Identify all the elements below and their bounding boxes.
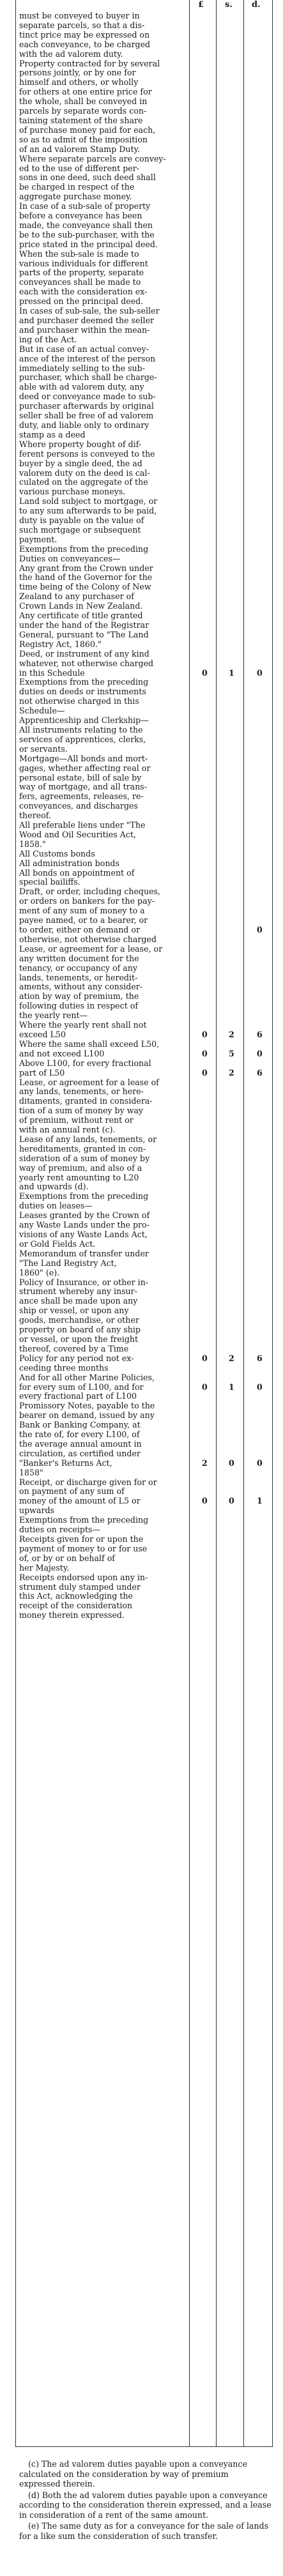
schedule-line: or vessel, or upon the freight <box>19 1334 139 1344</box>
pounds-column-header: £ <box>198 0 204 10</box>
schedule-line: personal estate, bill of sale by <box>19 772 142 782</box>
schedule-line: circulation, as certified under <box>19 1448 141 1458</box>
text-column-rule <box>189 0 190 2446</box>
duty-amount-s: 5 <box>229 1049 234 1059</box>
schedule-line: and not exceed L100 <box>19 1048 105 1058</box>
schedule-line: Where property bought of dif- <box>19 439 142 449</box>
schedule-line: duties on deeds or instruments <box>19 687 146 697</box>
schedule-line: her Majesty. <box>19 1562 70 1573</box>
schedule-line: the yearly rent— <box>19 1010 88 1021</box>
schedule-line: duties on receipts— <box>19 1525 101 1535</box>
schedule-line: strument duly stamped under <box>19 1581 141 1592</box>
schedule-line: and purchaser deemed the seller <box>19 316 154 325</box>
schedule-line: special bailiffs. <box>19 877 80 887</box>
schedule-line: ferent persons is conveyed to the <box>19 448 155 459</box>
schedule-line: tenancy, or occupancy of any <box>19 963 137 973</box>
schedule-line: such mortgage or subsequent <box>19 524 141 535</box>
schedule-line: goods, merchandise, or other <box>19 1315 139 1325</box>
schedule-line: aggregate purchase money. <box>19 192 132 202</box>
schedule-line: before a conveyance has been <box>19 211 142 221</box>
duty-amount-s: 2 <box>229 1353 234 1363</box>
schedule-line: Duties on conveyances— <box>19 553 121 563</box>
schedule-line: Exemptions from the preceding <box>19 1191 149 1201</box>
schedule-line: Lease of any lands, tenements, or <box>19 1134 157 1144</box>
schedule-line: made, the conveyance shall then <box>19 220 153 230</box>
duty-amount-d: 6 <box>257 1030 263 1040</box>
schedule-line: the hand of the Governor for the <box>19 572 153 583</box>
schedule-line: each conveyance, to be charged <box>19 39 151 49</box>
schedule-line: able with ad valorem duty, any <box>19 382 144 392</box>
schedule-line: payment. <box>19 534 57 544</box>
schedule-line: upwards <box>19 1505 55 1516</box>
schedule-line: with an annual rent (c). <box>19 1125 116 1135</box>
duty-amount-s: 2 <box>229 1030 234 1040</box>
schedule-line: Schedule— <box>19 706 65 716</box>
duty-amount-d: 0 <box>257 1458 263 1468</box>
schedule-line: ance shall be made upon any <box>19 1296 138 1306</box>
schedule-line: must be conveyed to buyer in <box>19 11 140 20</box>
schedule-line: Zealand to any purchaser of <box>19 591 134 602</box>
schedule-line: various purchase moneys. <box>19 487 126 497</box>
schedule-line: services of apprentices, clerks, <box>19 734 146 744</box>
schedule-line: fers, agreements, releases, re- <box>19 791 144 802</box>
schedule-line: each with the consideration ex- <box>19 287 148 297</box>
schedule-line: duty is payable on the value of <box>19 515 144 526</box>
schedule-line: Where separate parcels are convey- <box>19 153 166 164</box>
schedule-line: Above L100, for every fractional <box>19 1058 151 1068</box>
duty-amount-s: 0 <box>229 1458 234 1468</box>
schedule-line: All administration bonds <box>19 858 119 868</box>
duty-amount-s: 1 <box>229 1382 234 1392</box>
duty-amount-d: 0 <box>257 1382 263 1392</box>
shillings-column-header: s. <box>225 0 233 10</box>
schedule-line: purchaser, which shall be charge- <box>19 372 157 383</box>
duty-amount-l: 0 <box>202 668 208 678</box>
schedule-line: Exemptions from the preceding <box>19 677 149 687</box>
schedule-line: pressed on the principal deed. <box>19 296 144 307</box>
schedule-line: of purchase money paid for each, <box>19 125 156 135</box>
schedule-line: parts of the property, separate <box>19 268 144 278</box>
schedule-line: Registry Act, 1860." <box>19 639 102 649</box>
duty-amount-s: 1 <box>229 668 234 678</box>
schedule-line: bearer on demand, issued by any <box>19 1410 155 1421</box>
schedule-line: not otherwise charged in this <box>19 696 139 706</box>
duty-amount-l: 0 <box>202 1049 208 1059</box>
schedule-line: property on board of any ship <box>19 1325 141 1335</box>
schedule-line: Exemptions from the preceding <box>19 1515 149 1525</box>
schedule-line: "The Land Registry Act, <box>19 1258 117 1268</box>
schedule-line: various individuals for different <box>19 258 148 268</box>
schedule-line: Lease, or agreement for a lease, or <box>19 943 163 954</box>
schedule-line: seller shall be free of ad valorem <box>19 411 154 421</box>
schedule-line: parcels by separate words con- <box>19 106 147 116</box>
duty-amount-s: 0 <box>229 1496 234 1506</box>
schedule-line: every fractional part of L100 <box>19 1391 137 1401</box>
schedule-line: way of premium, and also of a <box>19 1162 142 1173</box>
schedule-line: stamp as a deed <box>19 429 86 439</box>
schedule-line: otherwise, not otherwise charged <box>19 934 157 944</box>
schedule-line: "Banker's Returns Act, <box>19 1458 112 1468</box>
schedule-line: deed or conveyance made to sub- <box>19 392 156 402</box>
schedule-line: this Act, acknowledging the <box>19 1591 133 1601</box>
schedule-line: Policy of Insurance, or other in- <box>19 1277 149 1287</box>
schedule-line: tinct price may be expressed on <box>19 29 150 40</box>
schedule-line: Draft, or order, including cheques, <box>19 887 161 897</box>
schedule-line: purchaser afterwards by original <box>19 401 154 411</box>
schedule-line: All instruments relating to the <box>19 724 143 735</box>
schedule-line: Property contracted for by several <box>19 58 160 68</box>
duty-amount-l: 2 <box>202 1458 208 1468</box>
schedule-line: Where the yearly rent shall not <box>19 1020 147 1030</box>
schedule-line: ditaments, granted in considera- <box>19 1096 153 1106</box>
schedule-line: or Gold Fields Act. <box>19 1238 96 1249</box>
schedule-line: ceeding three months <box>19 1362 109 1373</box>
schedule-line: money of the amount of L5 or <box>19 1496 141 1506</box>
duty-amount-d: 6 <box>257 1353 263 1363</box>
schedule-line: In case of a sub-sale of property <box>19 201 151 211</box>
schedule-line: Wood and Oil Securities Act, <box>19 829 136 839</box>
schedule-line: in this Schedule <box>19 667 85 678</box>
duty-amount-l: 0 <box>202 1353 208 1363</box>
schedule-line: and upwards (d). <box>19 1182 89 1192</box>
schedule-line: for every sum of L100, and for <box>19 1382 144 1392</box>
duty-amount-d: 6 <box>257 1067 263 1078</box>
schedule-line: tion of a sum of money by way <box>19 1106 144 1116</box>
schedule-line: valorem duty on the deed is cal- <box>19 468 150 478</box>
schedule-line: thereof, covered by a Time <box>19 1343 129 1353</box>
schedule-line: hereditaments, granted in con- <box>19 1143 146 1154</box>
schedule-line: Receipts given for or upon the <box>19 1534 144 1544</box>
schedule-line: ed to the use of different per- <box>19 163 139 173</box>
schedule-line: time being of the Colony of New <box>19 582 151 592</box>
schedule-line: payment of money to or for use <box>19 1543 148 1553</box>
schedule-line: Bank or Banking Company, at <box>19 1420 141 1430</box>
schedule-line: Any grant from the Crown under <box>19 563 153 573</box>
schedule-line: the average annual amount in <box>19 1438 142 1449</box>
schedule-line: buyer by a single deed, the ad <box>19 458 142 468</box>
schedule-line: taining statement of the share <box>19 115 143 125</box>
schedule-line: himself and others, or wholly <box>19 77 139 88</box>
schedule-line: In cases of sub-sale, the sub-seller <box>19 306 160 316</box>
schedule-line: aments, without any consider- <box>19 982 143 992</box>
schedule-line: sons in one deed, such deed shall <box>19 172 156 183</box>
schedule-line: ance of the interest of the person <box>19 353 156 363</box>
schedule-line: any written document for the <box>19 953 139 963</box>
schedule-line: of premium, without rent or <box>19 1115 134 1125</box>
schedule-line: Policy for any period not ex- <box>19 1353 134 1363</box>
schedule-line: duties on leases— <box>19 1201 93 1211</box>
schedule-line: Memorandum of transfer under <box>19 1248 149 1258</box>
schedule-line: ing of the Act. <box>19 334 77 344</box>
duty-amount-d: 0 <box>257 925 263 935</box>
schedule-line: Deed, or instrument of any kind <box>19 648 149 659</box>
schedule-line: part of L50 <box>19 1067 65 1078</box>
schedule-line: persons jointly, or by one for <box>19 68 136 78</box>
schedule-line: receipt of the consideration <box>19 1601 133 1611</box>
right-margin-rule <box>272 0 273 2446</box>
schedule-line: Leases granted by the Crown of <box>19 1210 150 1221</box>
schedule-line: whatever, not otherwise charged <box>19 658 154 668</box>
schedule-text-column <box>19 11 187 1620</box>
duty-amount-l: 0 <box>202 1496 208 1506</box>
schedule-line: or orders on bankers for the pay- <box>19 896 155 906</box>
table-bottom-rule <box>15 2446 273 2447</box>
schedule-line: And for all other Marine Policies, <box>19 1372 155 1382</box>
schedule-line: 1860" (e). <box>19 1267 60 1277</box>
schedule-line: Lease, or agreement for a lease of <box>19 1077 159 1087</box>
schedule-line: the whole, shall be conveyed in <box>19 96 148 107</box>
schedule-line: to any sum afterwards to be paid, <box>19 506 157 516</box>
schedule-line: ation by way of premium, the <box>19 991 139 1002</box>
schedule-line: with the ad valorem duty. <box>19 49 123 59</box>
duty-amount-l: 0 <box>202 1030 208 1040</box>
schedule-line: duty, and liable only to ordinary <box>19 420 149 430</box>
schedule-line: be charged in respect of the <box>19 182 135 192</box>
schedule-line: 1858" <box>19 1467 43 1477</box>
schedule-line: Land sold subject to mortgage, or <box>19 496 158 507</box>
schedule-line: All bonds on appointment of <box>19 867 135 878</box>
schedule-line: on payment of any sum of <box>19 1486 125 1497</box>
schedule-line: 1858." <box>19 839 46 849</box>
schedule-line: culated on the aggregate of the <box>19 477 148 487</box>
schedule-line: Receipt, or discharge given for or <box>19 1477 157 1487</box>
schedule-line: But in case of an actual convey- <box>19 344 149 354</box>
schedule-line: way of mortgage, and all trans- <box>19 782 148 792</box>
schedule-line: Apprenticeship and Clerkship— <box>19 715 149 726</box>
schedule-line: any Waste Lands under the pro- <box>19 1220 149 1230</box>
schedule-line: Crown Lands in New Zealand. <box>19 601 143 611</box>
schedule-line: so as to admit of the imposition <box>19 134 148 144</box>
schedule-line: lands, tenements, or heredit- <box>19 972 138 982</box>
schedule-line: separate parcels, so that a dis- <box>19 20 145 30</box>
schedule-line: sideration of a sum of money by <box>19 1153 150 1163</box>
footnote: (d) Both the ad valorem duties payable upon a conveyance according to the consideration therein expressed, and a lease in consideration of a rent of the same amount. <box>19 2490 272 2520</box>
schedule-line: Where the same shall exceed L50, <box>19 1039 160 1049</box>
shillings-column-rule <box>243 0 244 2446</box>
schedule-line: thereof. <box>19 811 51 821</box>
schedule-line: visions of any Waste Lands Act, <box>19 1230 148 1239</box>
schedule-line: or servants. <box>19 743 68 754</box>
schedule-line: for others at one entire price for <box>19 87 152 97</box>
schedule-line: payee named, or to a bearer, or <box>19 915 148 926</box>
schedule-line: to order, either on demand or <box>19 925 140 934</box>
duty-amount-d: 0 <box>257 668 263 678</box>
duty-amount-s: 2 <box>229 1067 234 1078</box>
schedule-line: General, pursuant to "The Land <box>19 629 149 639</box>
schedule-line: strument whereby any insur- <box>19 1286 137 1297</box>
schedule-line: conveyances shall be made to <box>19 277 141 287</box>
schedule-line: Mortgage—All bonds and mort- <box>19 753 148 763</box>
schedule-line: exceed L50 <box>19 1029 66 1039</box>
duty-amount-l: 0 <box>202 1067 208 1078</box>
pounds-column-rule <box>216 0 217 2446</box>
duty-amount-d: 0 <box>257 1049 263 1059</box>
footnote: (e) The same duty as for a conveyance for the sale of lands for a like sum the consideration of such transfer. <box>19 2521 269 2541</box>
schedule-line: gages, whether affecting real or <box>19 763 151 773</box>
schedule-line: Exemptions from the preceding <box>19 544 149 554</box>
schedule-line: of an ad valorem Stamp Duty. <box>19 144 141 154</box>
schedule-line: money therein expressed. <box>19 1610 125 1620</box>
schedule-line: any lands, tenements, or here- <box>19 1086 144 1097</box>
footnotes <box>19 2459 272 2542</box>
footnote: (c) The ad valorem duties payable upon a conveyance calculated on the consideration by way of premium expressed therein. <box>19 2459 247 2488</box>
schedule-line: When the sub-sale is made to <box>19 248 139 259</box>
schedule-line: of, or by or on behalf of <box>19 1553 115 1563</box>
schedule-line: ment of any sum of money to a <box>19 906 145 916</box>
schedule-line: yearly rent amounting to L20 <box>19 1172 139 1182</box>
schedule-line: conveyances, and discharges <box>19 801 138 811</box>
left-margin-rule <box>15 0 16 2446</box>
schedule-line: under the hand of the Registrar <box>19 620 149 630</box>
pence-column-header: d. <box>252 0 261 10</box>
schedule-line: Any certificate of title granted <box>19 611 143 621</box>
schedule-line: Receipts endorsed upon any in- <box>19 1572 148 1582</box>
schedule-line: All Customs bonds <box>19 848 95 858</box>
schedule-line: ship or vessel, or upon any <box>19 1306 129 1316</box>
schedule-line: following duties in respect of <box>19 1001 138 1011</box>
schedule-line: the rate of, for every L100, of <box>19 1429 140 1440</box>
schedule-line: Promissory Notes, payable to the <box>19 1401 155 1411</box>
schedule-line: be to the sub-purchaser, with the <box>19 229 155 240</box>
schedule-line: All preferable liens under "The <box>19 820 146 830</box>
schedule-line: and purchaser within the mean- <box>19 324 150 335</box>
schedule-line: immediately selling to the sub- <box>19 363 145 373</box>
duty-amount-l: 0 <box>202 1382 208 1392</box>
schedule-line: price stated in the principal deed. <box>19 239 158 249</box>
duty-amount-d: 1 <box>257 1496 263 1506</box>
